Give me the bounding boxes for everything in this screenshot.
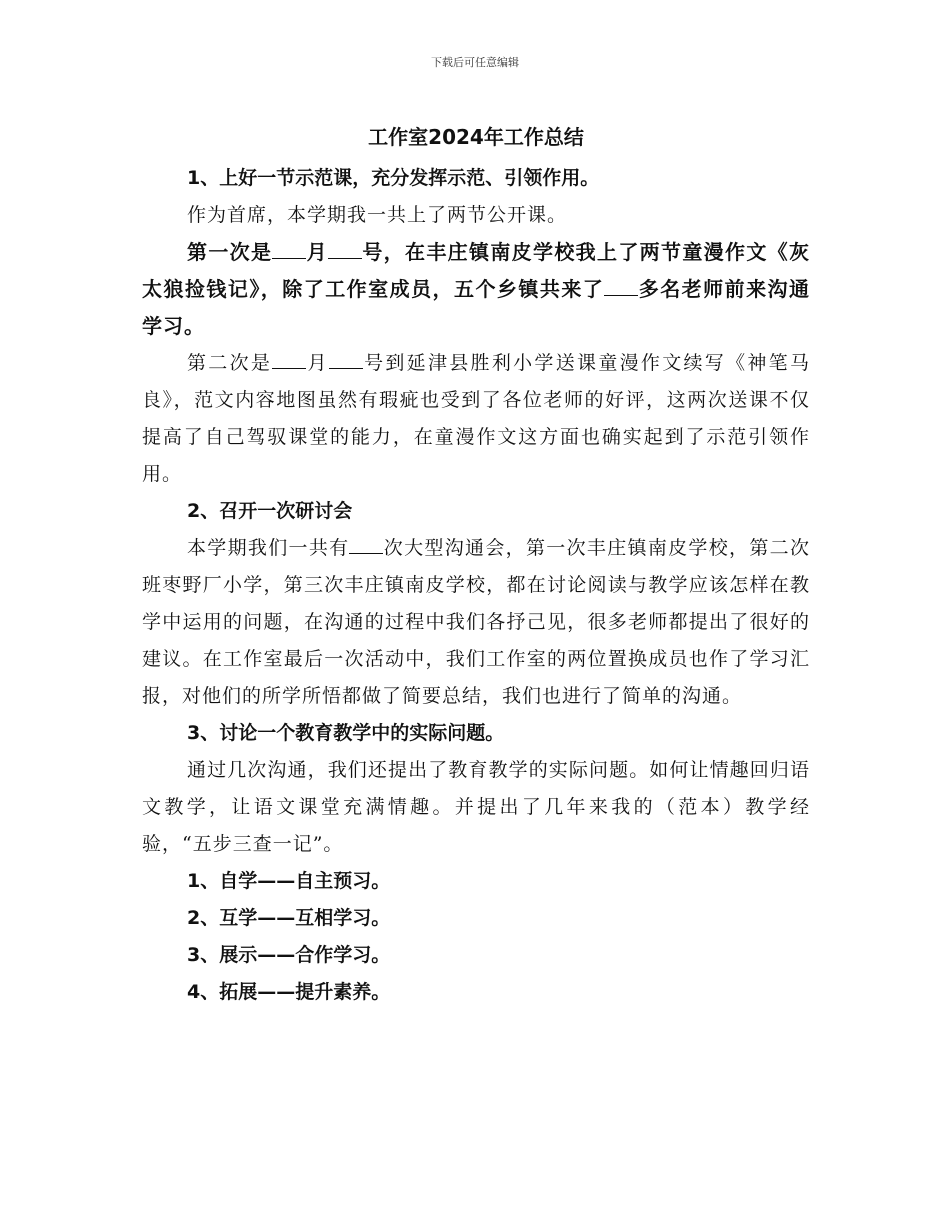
- section-3-paragraph-1: 通过几次沟通，我们还提出了教育教学的实际问题。如何让情趣回归语文教学，让语文课堂充满情趣。并提出了几年来我的（范本）教学经验，“五步三查一记”。: [142, 759, 810, 855]
- blank-line: [328, 240, 362, 259]
- list-item: 3、展示——合作学习。: [187, 944, 391, 966]
- text-segment: 号，在丰庄镇南皮学校我上了两节童漫作文《灰太狼捡钱记》，除了工作室成员，五个乡镇共来了: [142, 240, 811, 301]
- section-2-paragraph-1: [142, 530, 810, 715]
- list-item: 4、拓展——提升素养。: [187, 981, 391, 1003]
- text-segment: 多名老师前来沟通学习。: [142, 277, 811, 338]
- list-item: 1、自学——自主预习。: [187, 870, 391, 892]
- blank-line: [604, 277, 638, 296]
- document-body: [142, 118, 810, 1011]
- section-1-paragraph-2: [142, 234, 810, 345]
- text-segment: 号到延津县胜利小学送课童漫作文续写《神笔马良》，范文内容地图虽然有瑕疵也受到了各位老师的好评，这两次送课不仅提高了自己驾驭课堂的能力，在童漫作文这方面也确实起到了示范引领作用。: [142, 352, 810, 485]
- section-1-heading: 1、上好一节示范课，充分发挥示范、引领作用。: [187, 167, 600, 189]
- section-2-heading: 2、召开一次研讨会: [187, 500, 353, 522]
- text-segment: 月: [306, 352, 329, 374]
- text-segment: 第二次是: [187, 352, 273, 374]
- list-item: 2、互学——互相学习。: [187, 907, 391, 929]
- blank-line: [272, 350, 306, 369]
- blank-line: [272, 240, 306, 259]
- header-watermark: 下载后可任意编辑: [431, 56, 519, 69]
- section-1-paragraph-3: [142, 345, 810, 493]
- document-title: 工作室2024年工作总结: [368, 125, 584, 149]
- section-1-paragraph-1: 作为首席，本学期我一共上了两节公开课。: [187, 204, 568, 226]
- text-segment: 次大型沟通会，第一次丰庄镇南皮学校，第二次班枣野厂小学，第三次丰庄镇南皮学校，都在讨论阅读与教学应该怎样在教学中运用的问题，在沟通的过程中我们各抒己见，很多老师都提出了很好的建议。在工作室最后一次活动中，我们工作室的两位置换成员也作了学习汇报，对他们的所学所悟都做了简要总结，我们也进行了简单的沟通。: [142, 537, 810, 707]
- section-3-heading: 3、讨论一个教育教学中的实际问题。: [187, 722, 505, 744]
- blank-line: [349, 535, 383, 554]
- text-segment: 本学期我们一共有: [187, 537, 350, 559]
- text-segment: 月: [306, 240, 329, 264]
- blank-line: [329, 350, 363, 369]
- text-segment: 第一次是: [187, 240, 273, 264]
